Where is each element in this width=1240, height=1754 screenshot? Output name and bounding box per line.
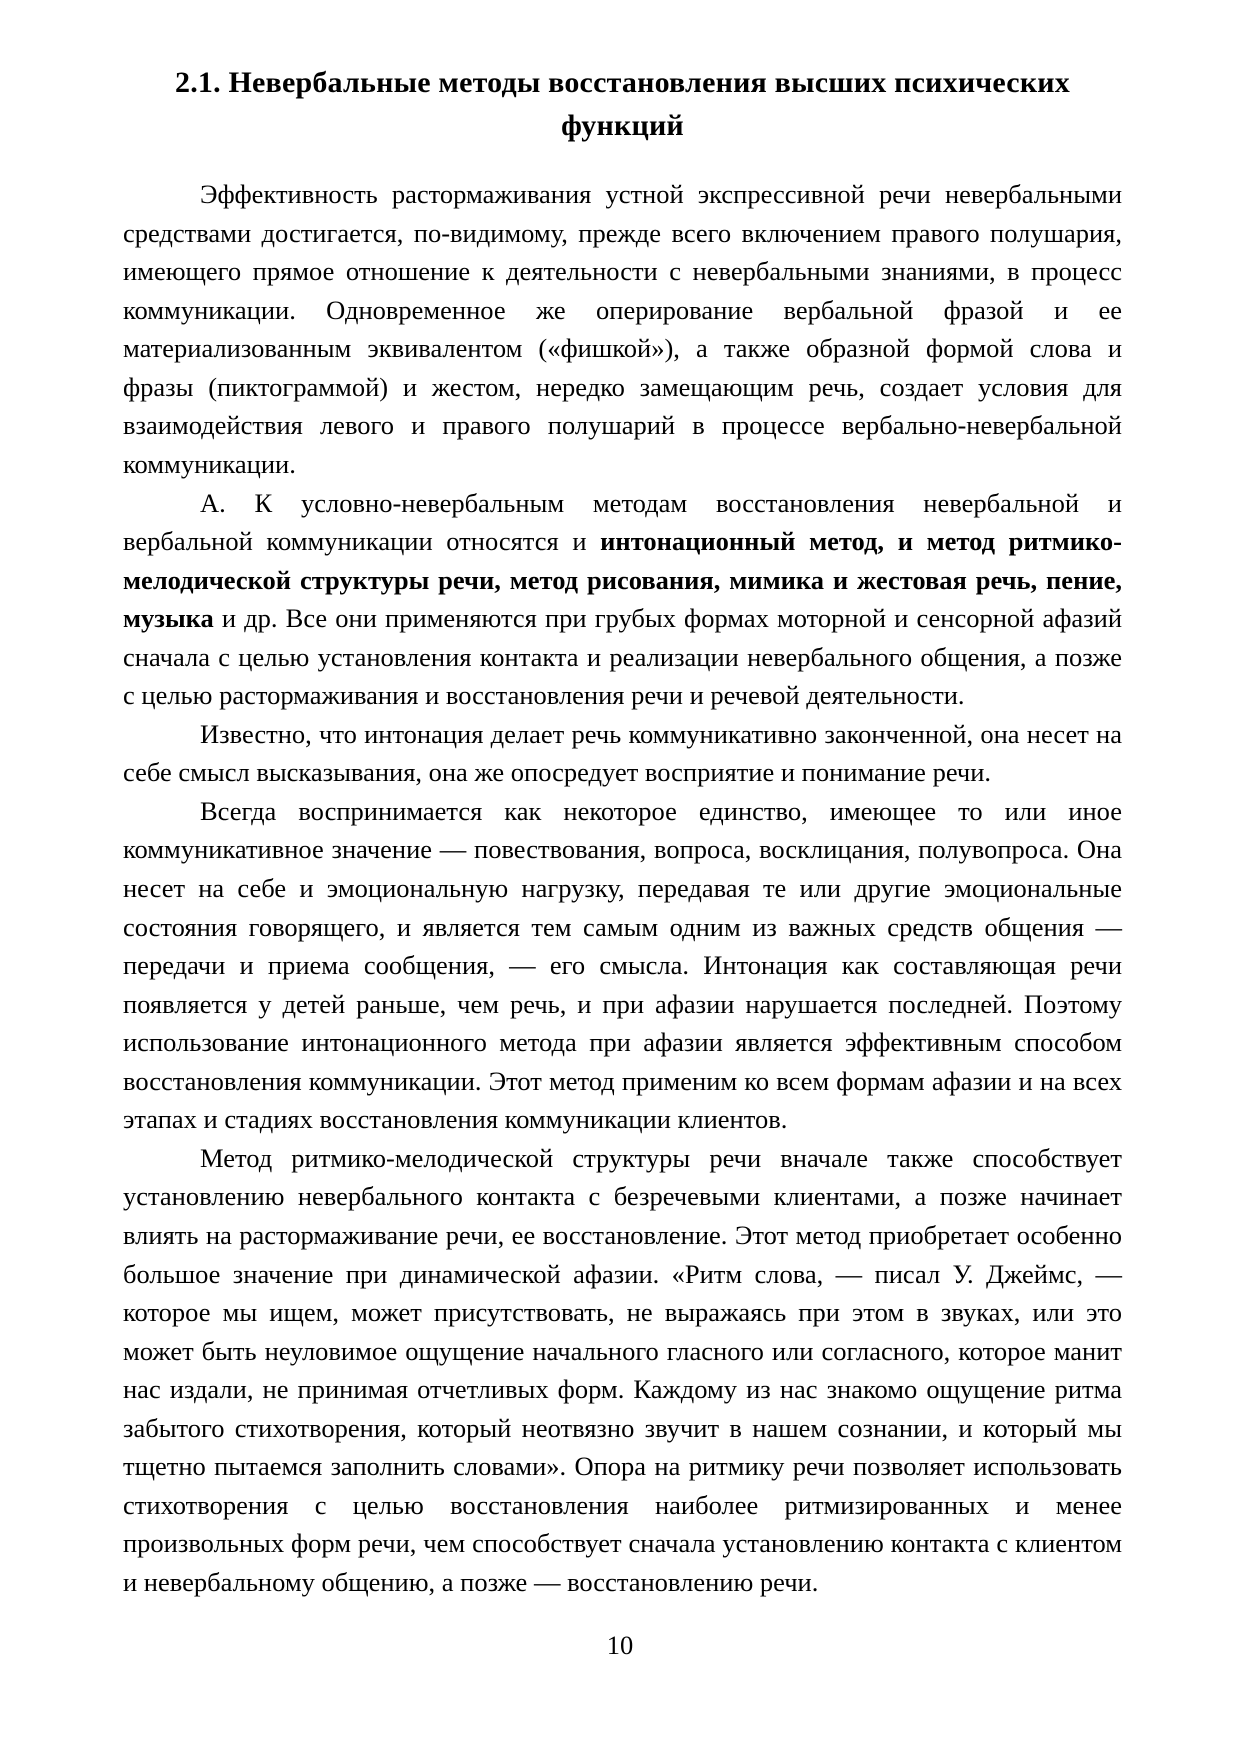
paragraph-5-run-1: Метод ритмико-мелодической структуры речи вначале также способствует установлению невербального контакта с безречевыми клиентами, а позже начинает влиять на растормаживание речи, ее восстановление. Этот метод приобретает особенно большое значение при динамической афазии. «Ритм слова, — писал У. Джеймс, — которое мы ищем, может присутствовать, не выражаясь при этом в звуках, или это может быть неуловимое ощущение начального гласного или согласного, которое манит нас издали, не принимая отчетливых форм. Каждому из нас знакомо ощущение ритма забытого стихотворения, который неотвязно звучит в нашем сознании, и который мы тщетно пытаемся заполнить словами». Опора на ритмику речи позволяет использовать стихотворения с целью восстановления наиболее ритмизированных и менее произвольных форм речи, чем способствует сначала установлению контакта с клиентом и невербальному общению, а позже — восстановлению речи. (123, 1142, 1122, 1597)
paragraph-1-run-1: Эффективность растормаживания устной экспрессивной речи невербальными средствами достигается, по-видимому, прежде всего включением правого полушария, имеющего прямое отношение к деятельности с невербальными знаниями, в процесс коммуникации. Одновременное же оперирование вербальной фразой и ее материализованным эквивалентом («фишкой»), а также образной формой слова и фразы (пиктограммой) и жестом, нередко замещающим речь, создает условия для взаимодействия левого и правого полушарий в процессе вербально-невербальной коммуникации. (123, 179, 1122, 480)
page-number: 10 (606, 1629, 634, 1660)
paragraph-3 (123, 715, 1122, 792)
paragraph-4-run-1: Всегда воспринимается как некоторое единство, имеющее то или иное коммуникативное значение — повествования, вопроса, восклицания, полувопроса. Она несет на себе и эмоциональную нагрузку, передавая те или другие эмоциональные состояния говорящего, и является тем самым одним из важных средств общения — передачи и приема сообщения, — его смысла. Интонация как составляющая речи появляется у детей раньше, чем речь, и при афазии нарушается последней. Поэтому использование интонационного метода при афазии является эффективным способом восстановления коммуникации. Этот метод применим ко всем формам афазии и на всех этапах и стадиях восстановления коммуникации клиентов. (123, 795, 1122, 1135)
page-title: 2.1. Невербальные методы восстановления высших психических функций (175, 66, 1070, 142)
paragraph-5 (123, 1139, 1122, 1602)
paragraph-2-run-3: и др. Все они применяются при грубых формах моторной и сенсорной афазий сначала с целью установления контакта и реализации невербального общения, а позже с целью растормаживания и восстановления речи и речевой деятельности. (123, 603, 1122, 711)
body-text (123, 175, 1122, 1601)
paragraph-1 (123, 175, 1122, 483)
paragraph-2-run-2-bold: интонационный метод, и метод ритмико-мелодической структуры речи, метод рисования, мимика и жестовая речь, пение, музыка (123, 526, 1122, 634)
paragraph-2-run-1: А. К условно-невербальным методам восстановления невербальной и вербальной коммуникации относятся и (123, 487, 1122, 557)
paragraph-3-run-1: Известно, что интонация делает речь коммуникативно законченной, она несет на себе смысл высказывания, она же опосредует восприятие и понимание речи. (123, 718, 1122, 788)
paragraph-4 (123, 792, 1122, 1139)
paragraph-2 (123, 484, 1122, 715)
